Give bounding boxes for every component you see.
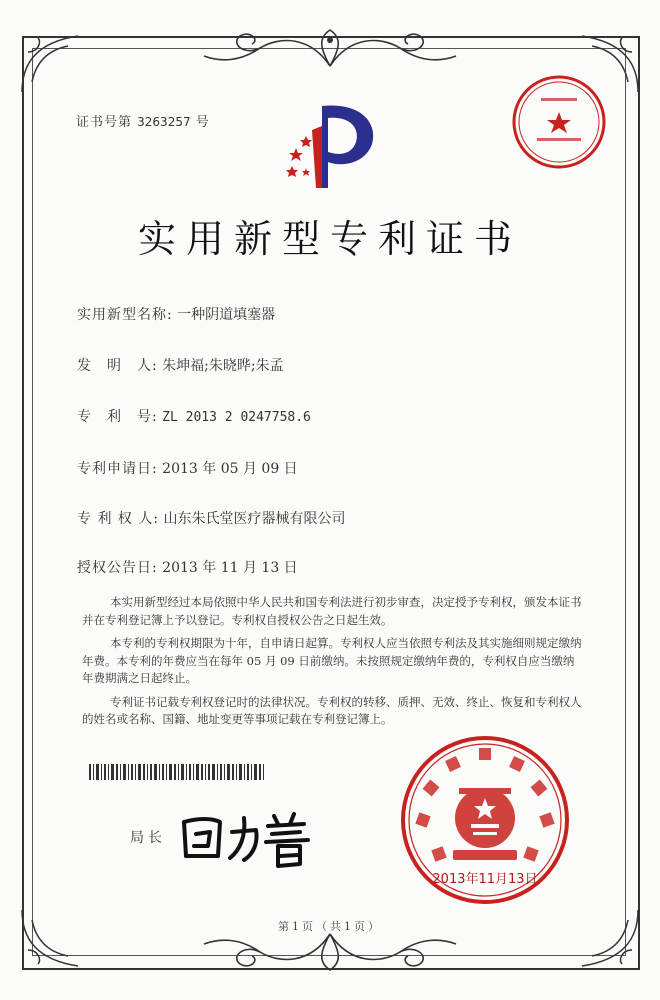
patent-number-row — [77, 406, 311, 426]
top-ornament — [200, 26, 460, 70]
filing-date-value: 2013 年 05 月 09 日 — [162, 461, 298, 477]
grant-date-row — [77, 557, 298, 577]
director-signature — [174, 802, 324, 872]
patentee-value: 山东朱氏堂医疗器械有限公司 — [163, 511, 346, 527]
filing-date-row — [77, 458, 298, 478]
certificate-number — [76, 111, 210, 130]
inventor-value: 朱坤福;朱晓晔;朱孟 — [162, 358, 284, 374]
certificate-number-value: 3263257 — [137, 115, 191, 129]
seal-date: 2013年11月13日 — [432, 872, 538, 887]
agency-seal-icon — [509, 72, 609, 172]
inventor-label: 发 明 人: — [77, 358, 158, 374]
bottom-ornament — [200, 930, 460, 974]
certificate-body — [82, 594, 582, 729]
corner-ornament-br — [572, 900, 642, 970]
grant-date-label: 授权公告日: — [77, 560, 158, 576]
filing-date-label: 专利申请日: — [77, 461, 158, 477]
corner-ornament-tl — [18, 32, 88, 102]
patent-number-label: 专 利 号: — [77, 409, 158, 425]
grant-date-value: 2013 年 11 月 13 日 — [162, 560, 298, 576]
inventor-row — [77, 355, 284, 375]
certificate-number-label: 证书号第 — [76, 115, 133, 130]
body-paragraph-1: 本实用新型经过本局依照中华人民共和国专利法进行初步审查，决定授予专利权，颁发本证书并在专利登记簿上予以登记。专利权自授权公告之日起生效。 — [82, 595, 582, 627]
patentee-row — [77, 508, 346, 528]
body-paragraph-3: 专利证书记载专利权登记时的法律状况。专利权的转移、质押、无效、终止、恢复和专利权人的姓名或名称、国籍、地址变更等事项记载在专利登记簿上。 — [82, 694, 582, 726]
body-paragraph-2: 本专利的专利权期限为十年，自申请日起算。专利权人应当依照专利法及其实施细则规定缴纳年费。本专利的年费应当在每年 05 月 09 日前缴纳。未按照规定缴纳年费的，专利权自应当缴纳年费期满之日起终止。 — [82, 636, 582, 685]
director-title: 局长 — [130, 830, 166, 846]
page-indicator: 第1页（共1页） — [278, 920, 382, 933]
certificate-number-suffix: 号 — [195, 115, 210, 130]
utility-model-name-value: 一种阴道填塞器 — [177, 307, 276, 323]
patent-office-logo — [282, 100, 382, 192]
utility-model-name-label: 实用新型名称: — [77, 307, 173, 323]
barcode-icon — [89, 764, 265, 780]
document-title: 实用新型专利证书 — [137, 217, 522, 261]
corner-ornament-bl — [18, 900, 88, 970]
patentee-label: 专 利 权 人: — [77, 511, 160, 527]
patent-number-value: ZL 2013 2 0247758.6 — [162, 410, 311, 425]
utility-model-name-row — [77, 304, 275, 324]
